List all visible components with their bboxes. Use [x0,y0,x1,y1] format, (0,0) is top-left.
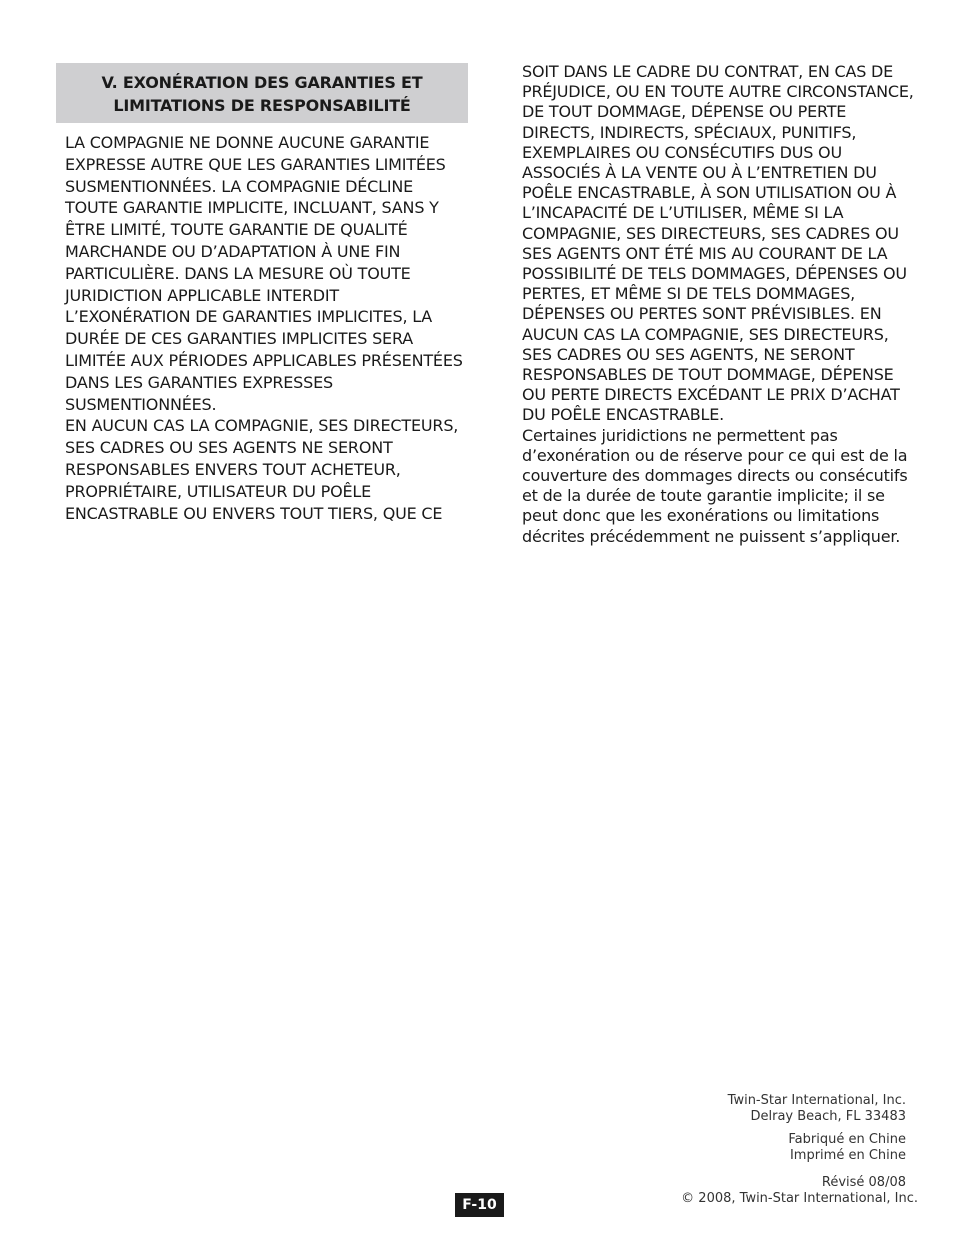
section-heading-line1: V. EXONÉRATION DES GARANTIES ET [101,73,423,92]
footer-made-in: Fabriqué en Chine [788,1132,906,1147]
footer-copyright: © 2008, Twin-Star International, Inc. [681,1191,918,1206]
page-number-badge: F-10 [455,1193,504,1217]
footer-company-name: Twin-Star International, Inc. [727,1093,906,1108]
section-heading [56,63,468,123]
left-column [56,63,468,524]
footer-revision-block [681,1175,918,1207]
footer-company-block [728,1093,906,1125]
right-column [522,62,922,547]
footer-address: Delray Beach, FL 33483 [750,1109,906,1124]
jurisdiction-paragraph: Certaines juridictions ne permettent pas d’exonération ou de réserve pour ce qui est de la couverture des dommages directs ou consécutifs et de la durée de toute garantie implicite; il se peut donc que les exonérations ou limitations décrites précédemment ne puissent s’appliquer. [522,425,908,546]
section-heading-line2: LIMITATIONS DE RESPONSABILITÉ [113,96,411,115]
warranty-disclaimer-paragraph: LA COMPAGNIE NE DONNE AUCUNE GARANTIE EXPRESSE AUTRE QUE LES GARANTIES LIMITÉES SUSMENTIONNÉES. LA COMPAGNIE DÉCLINE TOUTE GARANTIE IMPLICITE, INCLUANT, SANS Y ÊTRE LIMITÉ, TOUTE GARANTIE DE QUALITÉ MARCHANDE OU D’ADAPTATION À UNE FIN PARTICULIÈRE. DANS LA MESURE OÙ TOUTE JURIDICTION APPLICABLE INTERDIT L’EXONÉRATION DE GARANTIES IMPLICITES, LA DURÉE DE CES GARANTIES IMPLICITES SERA LIMITÉE AUX PÉRIODES APPLICABLES PRÉSENTÉES DANS LES GARANTIES EXPRESSES SUSMENTIONNÉES. [65,133,463,414]
footer-origin-block [788,1132,906,1164]
liability-paragraph-continued: SOIT DANS LE CADRE DU CONTRAT, EN CAS DE PRÉJUDICE, OU EN TOUTE AUTRE CIRCONSTANCE, DE TOUT DOMMAGE, DÉPENSE OU PERTE DIRECTS, INDIRECTS, SPÉCIAUX, PUNITIFS, EXEMPLAIRES OU CONSÉCUTIFS DUS OU ASSOCIÉS À LA VENTE OU À L’ENTRETIEN DU POÊLE ENCASTRABLE, À SON UTILISATION OU À L’INCAPACITÉ DE L’UTILISER, MÊME SI LA COMPAGNIE, SES DIRECTEURS, SES CADRES OU SES AGENTS ONT ÉTÉ MIS AU COURANT DE LA POSSIBILITÉ DE TELS DOMMAGES, DÉPENSES OU PERTES, ET MÊME SI DE TELS DOMMAGES, DÉPENSES OU PERTES SONT PRÉVISIBLES. EN AUCUN CAS LA COMPAGNIE, SES DIRECTEURS, SES CADRES OU SES AGENTS, NE SERONT RESPONSABLES DE TOUT DOMMAGE, DÉPENSE OU PERTE DIRECTS EXCÉDANT LE PRIX D’ACHAT DU POÊLE ENCASTRABLE. [522,62,914,425]
liability-paragraph-start: EN AUCUN CAS LA COMPAGNIE, SES DIRECTEURS, SES CADRES OU SES AGENTS NE SERONT RESPONSABLES ENVERS TOUT ACHETEUR, PROPRIÉTAIRE, UTILISATEUR DU POÊLE ENCASTRABLE OU ENVERS TOUT TIERS, QUE CE [65,416,459,523]
footer-revised: Révisé 08/08 [821,1175,906,1190]
footer-printed-in: Imprimé en Chine [789,1148,906,1163]
